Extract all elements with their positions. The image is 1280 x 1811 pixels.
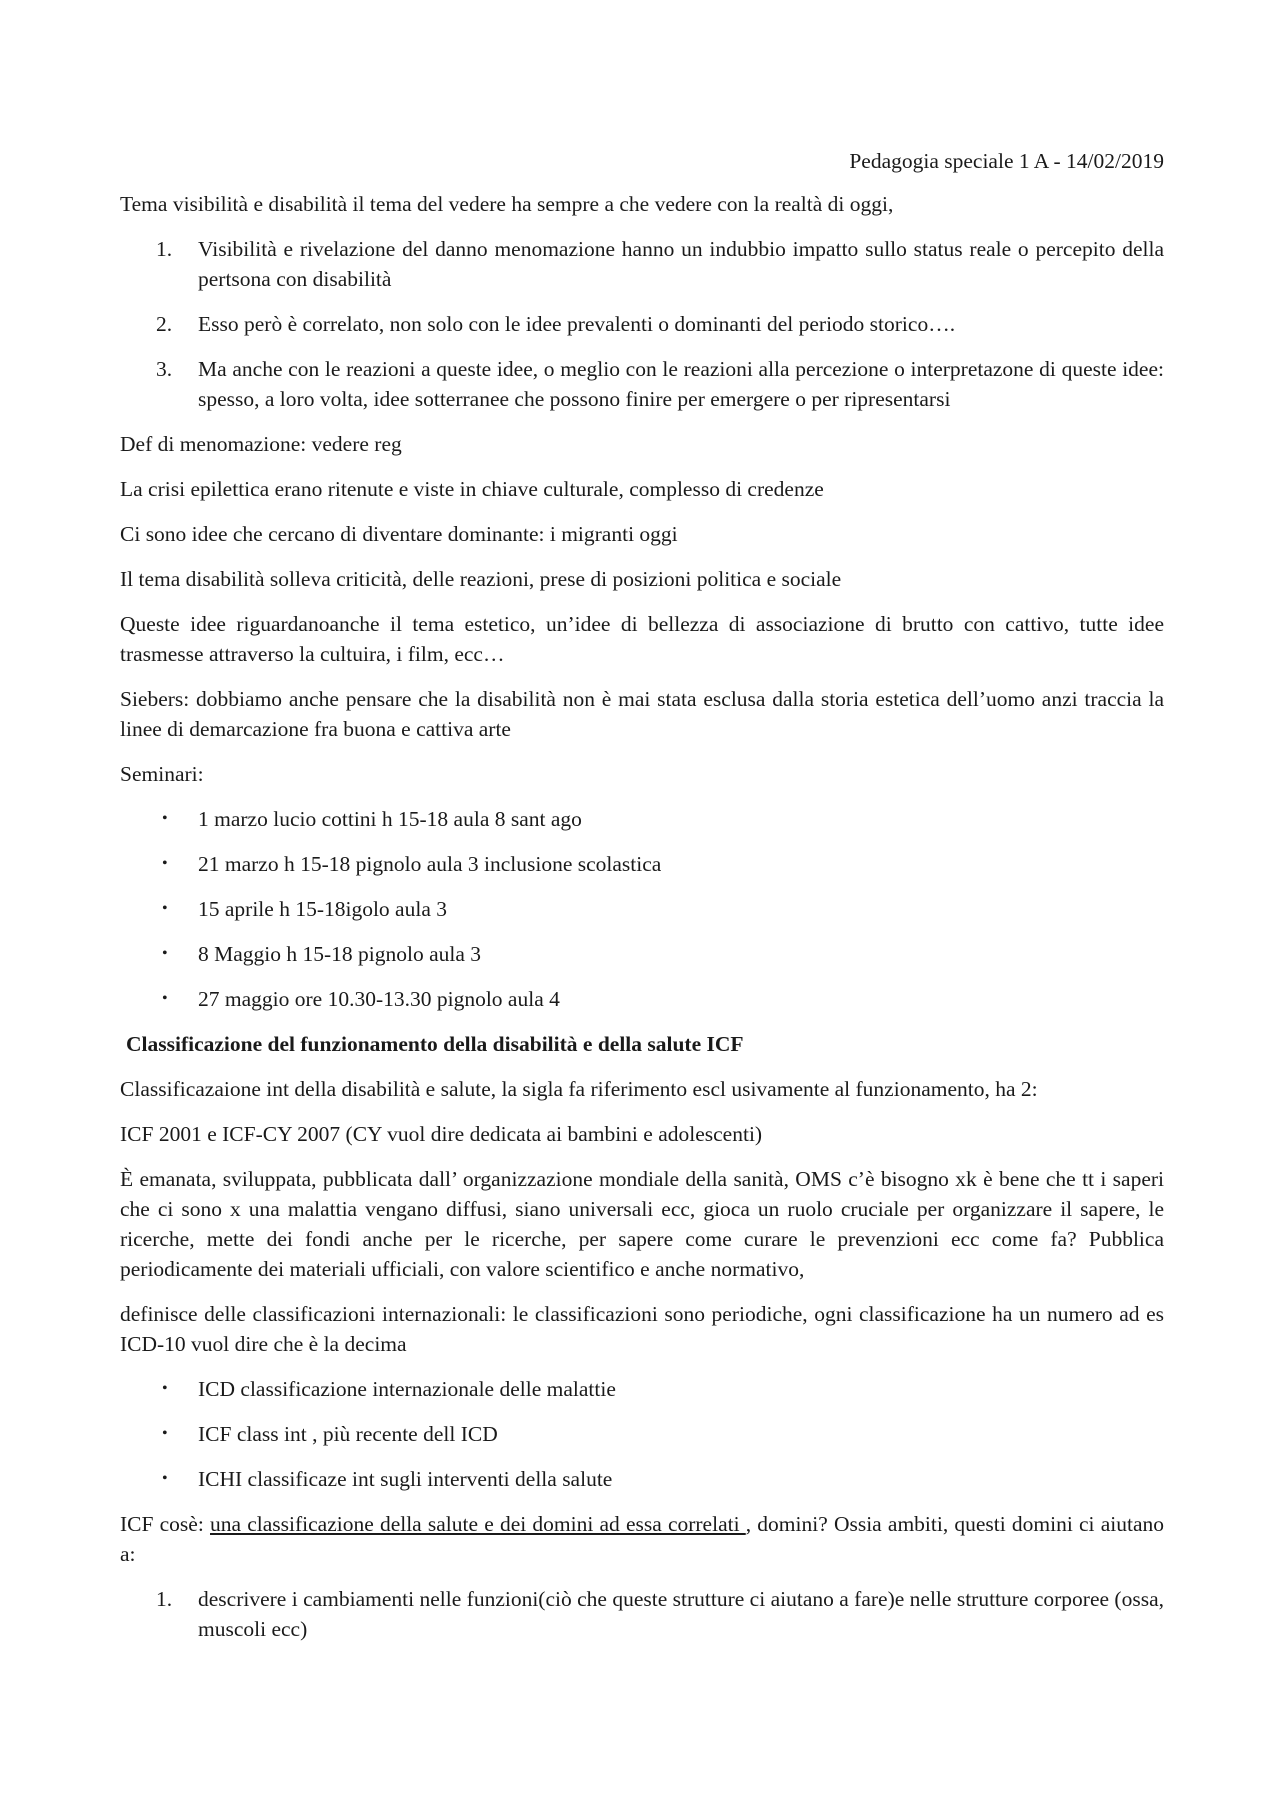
icf-definition-underlined: una classificazione della salute e dei domini ad essa correlati <box>210 1512 746 1536</box>
list-item <box>120 984 1164 1014</box>
list-item-text: Visibilità e rivelazione del danno menomazione hanno un indubbio impatto sullo status reale o percepito della pertsona con disabilità <box>198 237 1164 291</box>
section-heading-icf: Classificazione del funzionamento della disabilità e della salute ICF <box>126 1032 744 1056</box>
bullet-icon: • <box>162 990 168 1007</box>
intro-paragraph: Tema visibilità e disabilità il tema del vedere ha sempre a che vedere con la realtà di oggi, <box>120 192 894 216</box>
list-item <box>120 804 1164 834</box>
paragraph-def: Def di menomazione: vedere reg <box>120 432 402 456</box>
list-item <box>120 894 1164 924</box>
list-number: 1. <box>156 1587 173 1611</box>
list-item <box>120 234 1164 294</box>
paragraph-crisi: La crisi epilettica erano ritenute e viste in chiave culturale, complesso di credenze <box>120 477 824 501</box>
list-item-text: Ma anche con le reazioni a queste idee, o meglio con le reazioni alla percezione o interpretazone di queste idee: spesso, a loro volta, idee sotterranee che possono finire per emergere o per ripresentarsi <box>198 357 1164 411</box>
list-item-text: 8 Maggio h 15-18 pignolo aula 3 <box>198 942 482 966</box>
paragraph-definisce: definisce delle classificazioni internazionali: le classificazioni sono periodiche, ogni classificazione ha un numero ad es ICD-10 vuol dire che è la decima <box>120 1302 1164 1356</box>
bullet-icon: • <box>162 900 168 917</box>
bullet-icon: • <box>162 1470 168 1487</box>
paragraph-icf-cose <box>120 1509 1164 1569</box>
paragraph-siebers: Siebers: dobbiamo anche pensare che la disabilità non è mai stata esclusa dalla storia estetica dell’uomo anzi traccia la linee di demarcazione fra buona e cattiva arte <box>120 687 1164 741</box>
list-item-text: 27 maggio ore 10.30-13.30 pignolo aula 4 <box>198 987 560 1011</box>
list-item-text: 1 marzo lucio cottini h 15-18 aula 8 sant ago <box>198 807 582 831</box>
numbered-list-visibility <box>120 234 1164 414</box>
list-item-text: descrivere i cambiamenti nelle funzioni(ciò che queste strutture ci aiutano a fare)e nelle strutture corporee (ossa, muscoli ecc) <box>198 1587 1164 1641</box>
icf-cose-prefix: ICF cosè: <box>120 1512 210 1536</box>
list-item <box>120 1374 1164 1404</box>
list-item <box>120 939 1164 969</box>
list-item-text: 21 marzo h 15-18 pignolo aula 3 inclusione scolastica <box>198 852 662 876</box>
classification-list <box>120 1374 1164 1494</box>
list-item <box>120 1419 1164 1449</box>
list-item-text: ICHI classificaze int sugli interventi della salute <box>198 1467 613 1491</box>
list-item <box>120 1464 1164 1494</box>
list-number: 1. <box>156 237 173 261</box>
bullet-icon: • <box>162 1380 168 1397</box>
icf-cose-suffix: , domini? Ossia ambiti, questi domini ci aiutano a: <box>120 1512 1164 1566</box>
document-page <box>120 146 1164 1659</box>
seminari-label: Seminari: <box>120 762 204 786</box>
bullet-icon: • <box>162 810 168 827</box>
list-item-text: ICD classificazione internazionale delle malattie <box>198 1377 616 1401</box>
paragraph-emanata: È emanata, sviluppata, pubblicata dall’ organizzazione mondiale della sanità, OMS c’è bisogno xk è bene che tt i saperi che ci sono x una malattia vengano diffusi, siano universali ecc, gioca un ruolo cruciale per organizzare il sapere, le ricerche, mette dei fondi anche per le ricerche, per sapere come curare le prevenzioni ecc come fa? Pubblica periodicamente dei materiali ufficiali, con valore scientifico e anche normativo, <box>120 1167 1164 1281</box>
list-item-text: Esso però è correlato, non solo con le idee prevalenti o dominanti del periodo storico…. <box>198 312 956 336</box>
list-item-text: 15 aprile h 15-18igolo aula 3 <box>198 897 447 921</box>
paragraph-queste: Queste idee riguardanoanche il tema estetico, un’idee di bellezza di associazione di brutto con cattivo, tutte idee trasmesse attraverso la cultuira, i film, ecc… <box>120 612 1164 666</box>
bullet-icon: • <box>162 945 168 962</box>
list-item <box>120 1584 1164 1644</box>
list-number: 2. <box>156 312 173 336</box>
list-item <box>120 849 1164 879</box>
seminari-list <box>120 804 1164 1014</box>
paragraph-icf-2001: ICF 2001 e ICF-CY 2007 (CY vuol dire dedicata ai bambini e adolescenti) <box>120 1122 763 1146</box>
paragraph-tema: Il tema disabilità solleva criticità, delle reazioni, prese di posizioni politica e sociale <box>120 567 842 591</box>
paragraph-classificazione: Classificazaione int della disabilità e salute, la sigla fa riferimento escl usivamente al funzionamento, ha 2: <box>120 1077 1038 1101</box>
list-number: 3. <box>156 357 173 381</box>
bullet-icon: • <box>162 1425 168 1442</box>
paragraph-idee: Ci sono idee che cercano di diventare dominante: i migranti oggi <box>120 522 678 546</box>
document-header: Pedagogia speciale 1 A - 14/02/2019 <box>849 149 1164 173</box>
list-item-text: ICF class int , più recente dell ICD <box>198 1422 498 1446</box>
numbered-list-domains <box>120 1584 1164 1644</box>
bullet-icon: • <box>162 855 168 872</box>
list-item <box>120 354 1164 414</box>
list-item <box>120 309 1164 339</box>
